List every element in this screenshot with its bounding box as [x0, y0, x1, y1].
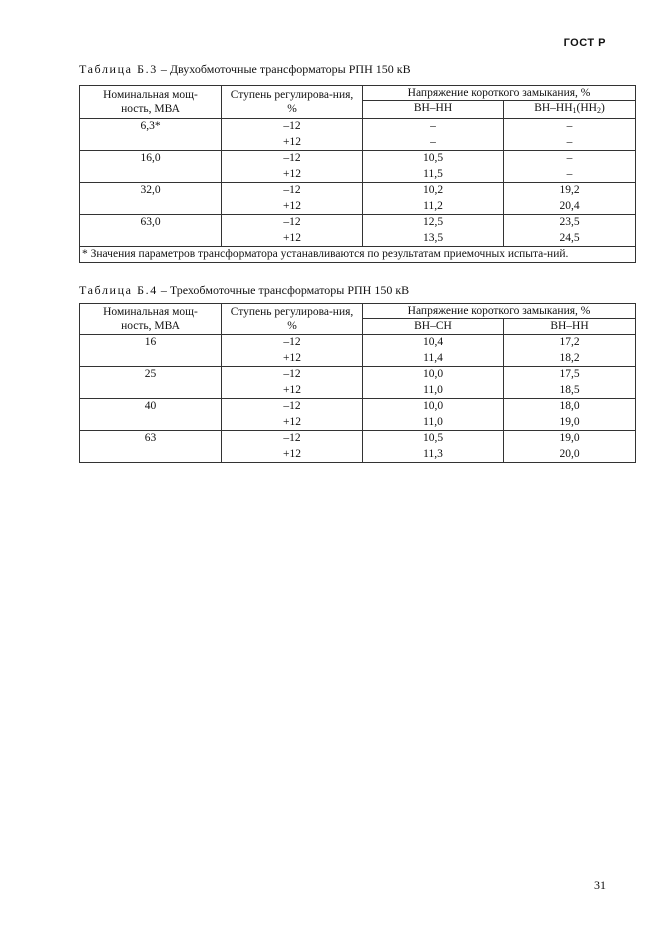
- cell-power: [80, 415, 222, 431]
- table-row: [80, 415, 636, 431]
- cell-power: 16,0: [80, 151, 222, 167]
- cell-voltage-1: 11,5: [363, 167, 504, 183]
- cell-step: +12: [222, 383, 363, 399]
- cell-power: [80, 167, 222, 183]
- cell-step: –12: [222, 119, 363, 135]
- cell-power: [80, 383, 222, 399]
- table-row: [80, 135, 636, 151]
- cell-voltage-1: 13,5: [363, 231, 504, 247]
- cell-step: –12: [222, 431, 363, 447]
- cell-voltage-1: 12,5: [363, 215, 504, 231]
- cell-power: 63: [80, 431, 222, 447]
- cell-voltage-1: –: [363, 135, 504, 151]
- cell-voltage-2: 20,4: [504, 199, 636, 215]
- table-b4-caption-label: Таблица Б.4: [79, 283, 158, 297]
- cell-step: –12: [222, 151, 363, 167]
- cell-voltage-1: 11,0: [363, 415, 504, 431]
- cell-step: +12: [222, 231, 363, 247]
- table-row: [80, 335, 636, 351]
- cell-power: 16: [80, 335, 222, 351]
- cell-voltage-1: –: [363, 119, 504, 135]
- cell-step: –12: [222, 367, 363, 383]
- table-b3-header-vn-nn1: $ВН-НН_1(НН_2)$: [504, 101, 636, 119]
- table-b4-header-vn-sn: ВН–СН: [363, 319, 504, 335]
- table-b4-header-vn-nn: ВН–НН: [504, 319, 636, 335]
- cell-step: –12: [222, 399, 363, 415]
- table-b3-header-voltage-group: Напряжение короткого замыкания, %: [363, 86, 636, 101]
- table-row: [80, 431, 636, 447]
- cell-voltage-2: 23,5: [504, 215, 636, 231]
- document-header: ГОСТ Р: [563, 37, 606, 49]
- table-b3-caption-label: Таблица Б.3: [79, 62, 158, 76]
- cell-voltage-2: 17,5: [504, 367, 636, 383]
- table-b3-caption: [79, 62, 411, 77]
- table-b3-header-step: Ступень регулирова-ния, %: [222, 86, 363, 119]
- page-number: 31: [594, 878, 606, 892]
- table-row: [80, 119, 636, 135]
- cell-step: –12: [222, 215, 363, 231]
- table-row: [80, 183, 636, 199]
- cell-voltage-2: –: [504, 167, 636, 183]
- cell-voltage-2: 18,5: [504, 383, 636, 399]
- cell-power: 6,3*: [80, 119, 222, 135]
- cell-voltage-1: 10,5: [363, 431, 504, 447]
- cell-step: +12: [222, 351, 363, 367]
- table-b3: [79, 85, 636, 263]
- table-b3-footnote: * Значения параметров трансформатора устанавливаются по результатам приемочных испыта-ний.: [80, 247, 636, 263]
- table-row: [80, 215, 636, 231]
- cell-power: [80, 199, 222, 215]
- cell-power: 32,0: [80, 183, 222, 199]
- cell-voltage-1: 10,0: [363, 399, 504, 415]
- cell-step: +12: [222, 415, 363, 431]
- cell-voltage-1: 11,2: [363, 199, 504, 215]
- table-row: [80, 383, 636, 399]
- cell-power: [80, 231, 222, 247]
- cell-power: 40: [80, 399, 222, 415]
- cell-step: +12: [222, 447, 363, 463]
- cell-voltage-2: 18,0: [504, 399, 636, 415]
- cell-power: [80, 351, 222, 367]
- table-row: [80, 367, 636, 383]
- table-b4-body: [80, 335, 636, 463]
- cell-step: +12: [222, 167, 363, 183]
- cell-voltage-1: 11,0: [363, 383, 504, 399]
- table-b3-footnote-row: [80, 247, 636, 263]
- table-b4-caption-text: – Трехобмоточные трансформаторы РПН 150 кВ: [157, 283, 410, 297]
- cell-voltage-1: 10,0: [363, 367, 504, 383]
- table-b4-header-power: Номинальная мощ-ность, МВА: [80, 304, 222, 335]
- cell-voltage-2: 20,0: [504, 447, 636, 463]
- table-b3-body: [80, 119, 636, 263]
- table-row: [80, 447, 636, 463]
- table-row: [80, 351, 636, 367]
- cell-voltage-1: 10,2: [363, 183, 504, 199]
- table-b3-header-power: Номинальная мощ-ность, МВА: [80, 86, 222, 119]
- table-b3-header-vn-nn: ВН–НН: [363, 101, 504, 119]
- cell-voltage-1: 11,3: [363, 447, 504, 463]
- cell-power: [80, 447, 222, 463]
- cell-voltage-2: 17,2: [504, 335, 636, 351]
- cell-voltage-2: 19,0: [504, 415, 636, 431]
- table-row: [80, 231, 636, 247]
- table-row: [80, 199, 636, 215]
- cell-voltage-2: –: [504, 119, 636, 135]
- cell-step: +12: [222, 199, 363, 215]
- cell-voltage-1: 11,4: [363, 351, 504, 367]
- table-row: [80, 167, 636, 183]
- cell-power: 63,0: [80, 215, 222, 231]
- table-b4-caption: [79, 283, 409, 298]
- table-b4-header-voltage-group: Напряжение короткого замыкания, %: [363, 304, 636, 319]
- table-b4-header-step: Ступень регулирова-ния, %: [222, 304, 363, 335]
- cell-power: 25: [80, 367, 222, 383]
- cell-step: +12: [222, 135, 363, 151]
- table-row: [80, 399, 636, 415]
- cell-voltage-1: 10,5: [363, 151, 504, 167]
- cell-voltage-2: –: [504, 135, 636, 151]
- cell-voltage-2: 19,2: [504, 183, 636, 199]
- cell-voltage-2: 19,0: [504, 431, 636, 447]
- cell-voltage-2: –: [504, 151, 636, 167]
- cell-step: –12: [222, 335, 363, 351]
- cell-voltage-1: 10,4: [363, 335, 504, 351]
- table-b3-caption-text: – Двухобмоточные трансформаторы РПН 150 кВ: [157, 62, 411, 76]
- table-row: [80, 151, 636, 167]
- cell-voltage-2: 24,5: [504, 231, 636, 247]
- cell-step: –12: [222, 183, 363, 199]
- cell-voltage-2: 18,2: [504, 351, 636, 367]
- table-b4: [79, 303, 636, 463]
- cell-power: [80, 135, 222, 151]
